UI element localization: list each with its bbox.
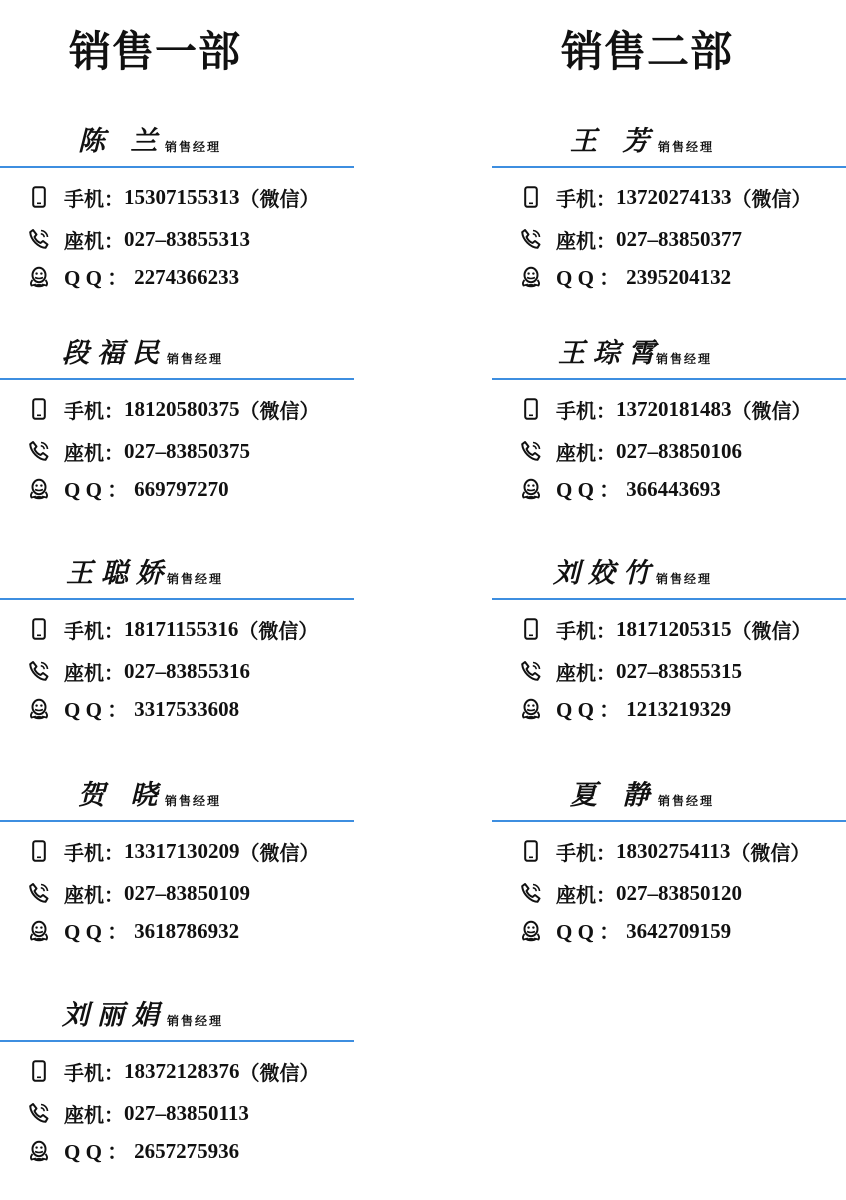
wechat-note: （微信） (731, 398, 812, 423)
contact-role: 销售经理 (167, 572, 224, 586)
landline-number: 027–83850113 (124, 1100, 249, 1125)
qq-row (28, 916, 239, 946)
contact-role: 销售经理 (658, 140, 715, 154)
qq-row (520, 694, 731, 724)
mobile-phone-icon (520, 185, 542, 209)
mobile-phone-icon (28, 1059, 50, 1083)
qq-penguin-icon (28, 1139, 50, 1163)
department-title-2: 销售二部 (560, 27, 733, 76)
landline-row (520, 878, 742, 908)
mobile-phone-icon (28, 185, 50, 209)
contact-header (0, 774, 354, 820)
telephone-handset-icon (520, 659, 542, 683)
landline-number: 027–83850377 (616, 226, 742, 251)
mobile-row (520, 614, 812, 644)
qq-penguin-icon (28, 477, 50, 501)
mobile-number: 18372128376 (124, 1058, 240, 1083)
mobile-label: 手机： (64, 186, 124, 211)
qq-label: Q Q ： (556, 478, 621, 502)
mobile-label: 手机： (64, 618, 124, 643)
wechat-note: （微信） (731, 618, 812, 643)
qq-penguin-icon (520, 265, 542, 289)
qq-label: Q Q ： (64, 698, 129, 722)
landline-number: 027–83850375 (124, 438, 250, 463)
mobile-label: 手机： (556, 840, 616, 865)
qq-penguin-icon (520, 477, 542, 501)
qq-row (520, 474, 721, 504)
landline-label: 座机： (64, 660, 124, 685)
qq-label: Q Q ： (64, 920, 129, 944)
qq-row (28, 694, 239, 724)
mobile-row (520, 394, 812, 424)
mobile-number: 18171205315 (616, 616, 732, 641)
contact-card (492, 552, 846, 742)
mobile-number: 13720274133 (616, 184, 732, 209)
landline-number: 027–83850120 (616, 880, 742, 905)
contact-name: 夏 静 (570, 780, 658, 811)
mobile-phone-icon (28, 839, 50, 863)
contact-role: 销售经理 (167, 352, 224, 366)
mobile-phone-icon (520, 617, 542, 641)
qq-penguin-icon (28, 697, 50, 721)
landline-label: 座机： (64, 440, 124, 465)
qq-row (28, 1136, 239, 1166)
landline-number: 027–83855313 (124, 226, 250, 251)
contact-header (0, 120, 354, 166)
qq-row (28, 474, 229, 504)
contact-role: 销售经理 (165, 794, 222, 808)
wechat-note: （微信） (730, 840, 811, 865)
mobile-label: 手机： (64, 1060, 124, 1085)
telephone-handset-icon (520, 881, 542, 905)
contact-role: 销售经理 (656, 352, 713, 366)
landline-row (28, 878, 250, 908)
divider-line (0, 598, 354, 600)
qq-number: 3642709159 (626, 918, 732, 943)
qq-label: Q Q ： (556, 920, 621, 944)
qq-label: Q Q ： (64, 266, 129, 290)
divider-line (0, 378, 354, 380)
mobile-number: 18302754113 (616, 838, 731, 863)
landline-number: 027–83850106 (616, 438, 742, 463)
landline-label: 座机： (556, 228, 616, 253)
landline-number: 027–83850109 (124, 880, 250, 905)
mobile-label: 手机： (556, 398, 616, 423)
divider-line (0, 1040, 354, 1042)
contact-header (0, 552, 354, 598)
mobile-row (28, 836, 320, 866)
divider-line (492, 378, 846, 380)
telephone-handset-icon (520, 227, 542, 251)
contact-header (0, 332, 354, 378)
contact-name: 王聪娇 (66, 558, 171, 589)
contact-role: 销售经理 (167, 1014, 224, 1028)
contact-card (0, 994, 354, 1184)
telephone-handset-icon (28, 439, 50, 463)
contact-header (492, 332, 846, 378)
mobile-number: 13317130209 (124, 838, 240, 863)
mobile-phone-icon (520, 397, 542, 421)
contact-header (0, 994, 354, 1040)
mobile-label: 手机： (556, 186, 616, 211)
qq-penguin-icon (28, 919, 50, 943)
mobile-row (28, 614, 318, 644)
landline-label: 座机： (64, 228, 124, 253)
telephone-handset-icon (28, 1101, 50, 1125)
contact-card (492, 120, 846, 310)
qq-penguin-icon (520, 697, 542, 721)
landline-row (520, 436, 742, 466)
contact-name: 陈 兰 (78, 126, 166, 157)
mobile-row (520, 836, 810, 866)
qq-number: 366443693 (626, 476, 721, 501)
contact-card (492, 332, 846, 522)
contact-role: 销售经理 (165, 140, 222, 154)
qq-label: Q Q ： (64, 1140, 129, 1164)
divider-line (492, 598, 846, 600)
landline-row (520, 224, 742, 254)
department-title-1: 销售一部 (68, 27, 241, 76)
contact-role: 销售经理 (656, 572, 713, 586)
landline-label: 座机： (556, 660, 616, 685)
divider-line (492, 820, 846, 822)
divider-line (0, 820, 354, 822)
wechat-note: （微信） (239, 398, 320, 423)
contact-card (0, 774, 354, 964)
qq-label: Q Q ： (64, 478, 129, 502)
contact-header (492, 552, 846, 598)
mobile-label: 手机： (556, 618, 616, 643)
mobile-row (520, 182, 812, 212)
mobile-number: 18120580375 (124, 396, 240, 421)
contact-header (492, 120, 846, 166)
telephone-handset-icon (520, 439, 542, 463)
contact-name: 段福民 (62, 338, 167, 369)
mobile-label: 手机： (64, 398, 124, 423)
divider-line (0, 166, 354, 168)
mobile-phone-icon (28, 397, 50, 421)
divider-line (492, 166, 846, 168)
contact-name: 王 芳 (570, 126, 658, 157)
mobile-phone-icon (28, 617, 50, 641)
mobile-row (28, 394, 320, 424)
wechat-note: （微信） (239, 186, 320, 211)
qq-penguin-icon (520, 919, 542, 943)
qq-row (520, 262, 731, 292)
contact-card (0, 332, 354, 522)
mobile-phone-icon (520, 839, 542, 863)
wechat-note: （微信） (239, 840, 320, 865)
wechat-note: （微信） (238, 618, 319, 643)
qq-label: Q Q ： (556, 698, 621, 722)
contact-card (0, 552, 354, 742)
contact-name: 刘姣竹 (553, 558, 658, 589)
landline-label: 座机： (64, 882, 124, 907)
landline-label: 座机： (64, 1102, 124, 1127)
landline-number: 027–83855316 (124, 658, 250, 683)
mobile-number: 15307155313 (124, 184, 240, 209)
qq-label: Q Q ： (556, 266, 621, 290)
qq-number: 3618786932 (134, 918, 240, 943)
qq-row (28, 262, 239, 292)
landline-row (28, 436, 250, 466)
telephone-handset-icon (28, 881, 50, 905)
landline-row (28, 656, 250, 686)
landline-label: 座机： (556, 440, 616, 465)
contact-card (0, 120, 354, 310)
telephone-handset-icon (28, 227, 50, 251)
qq-number: 3317533608 (134, 696, 240, 721)
landline-row (28, 1098, 249, 1128)
qq-penguin-icon (28, 265, 50, 289)
contact-name: 刘丽娟 (62, 1000, 167, 1031)
qq-number: 669797270 (134, 476, 229, 501)
landline-row (28, 224, 250, 254)
qq-number: 2274366233 (134, 264, 240, 289)
contact-card (492, 774, 846, 964)
contact-role: 销售经理 (658, 794, 715, 808)
contact-name: 贺 晓 (78, 780, 166, 811)
mobile-label: 手机： (64, 840, 124, 865)
contact-header (492, 774, 846, 820)
qq-number: 1213219329 (626, 696, 732, 721)
qq-row (520, 916, 731, 946)
landline-number: 027–83855315 (616, 658, 742, 683)
mobile-number: 18171155316 (124, 616, 239, 641)
wechat-note: （微信） (731, 186, 812, 211)
telephone-handset-icon (28, 659, 50, 683)
mobile-number: 13720181483 (616, 396, 732, 421)
landline-row (520, 656, 742, 686)
contact-name: 王琮霄 (558, 338, 663, 369)
wechat-note: （微信） (239, 1060, 320, 1085)
mobile-row (28, 1056, 320, 1086)
landline-label: 座机： (556, 882, 616, 907)
qq-number: 2395204132 (626, 264, 732, 289)
qq-number: 2657275936 (134, 1138, 240, 1163)
mobile-row (28, 182, 320, 212)
